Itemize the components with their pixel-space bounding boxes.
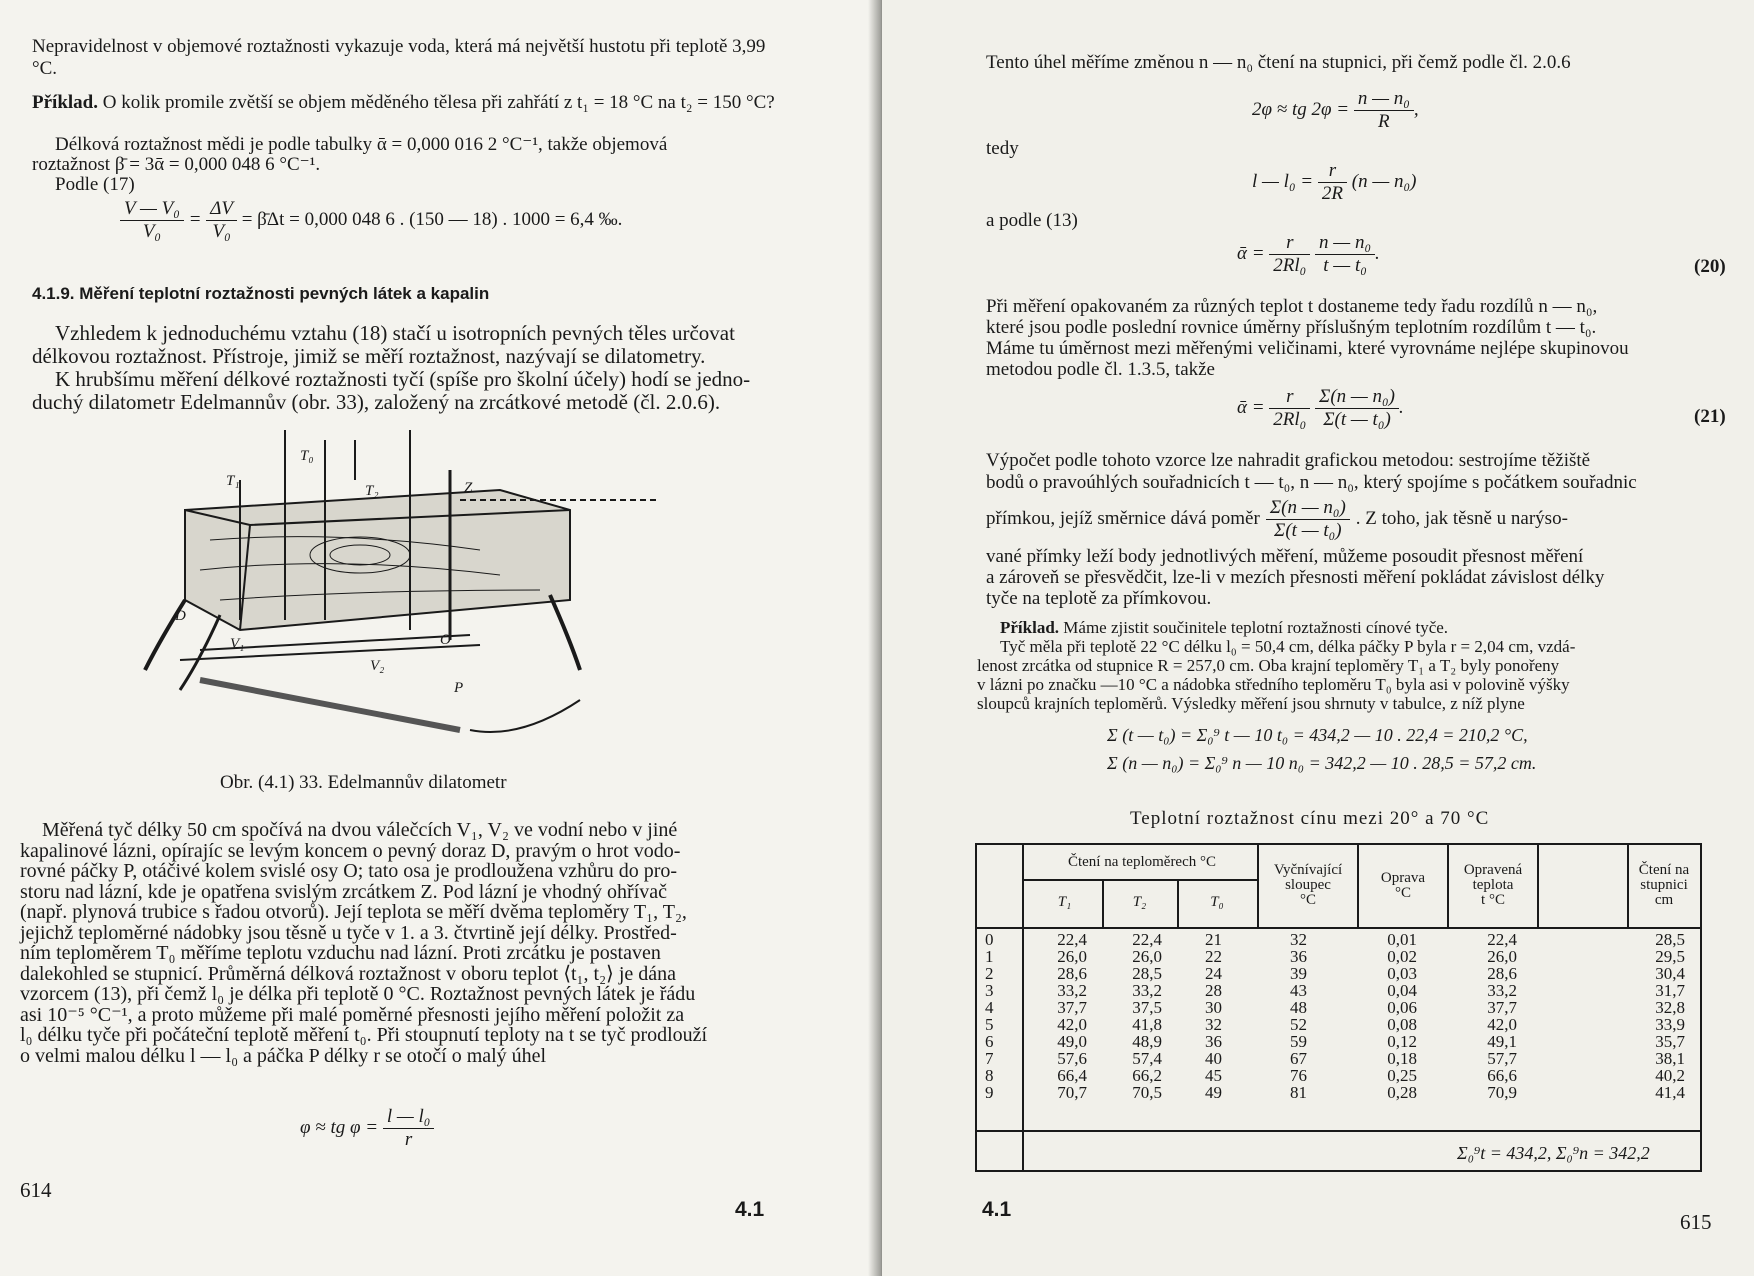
table-cell: 0,12: [1387, 1032, 1417, 1051]
table-cell: 49,1: [1487, 1032, 1517, 1051]
header-emergent-column: Vyčnívající sloupec °C: [1273, 862, 1343, 908]
table-cell: 3: [985, 981, 994, 1000]
table-cell: 0,04: [1387, 981, 1417, 1000]
equation-21-lhs: ᾱ =: [1237, 396, 1265, 418]
p2-line-3-end: . Z toho, jak těsně u narýso-: [1355, 508, 1568, 529]
label-z: Z: [464, 480, 473, 496]
column-t0: [1192, 931, 1222, 1101]
numerator: Σ(n — n₀): [1266, 497, 1350, 520]
label-t1: T₁: [226, 473, 240, 489]
table-cell: 76: [1290, 1066, 1307, 1085]
fraction-r-2Rl0: [1269, 232, 1310, 277]
column-emergent: [1277, 931, 1307, 1101]
numerator: V — V₀: [120, 198, 184, 221]
p3-line: ním teploměrem T₀ měříme teplotu vzduchu nad lázní. Proti zrcátku je postaven: [20, 942, 661, 964]
table-cell: 22: [1205, 947, 1222, 966]
equation-2phi: 2φ ≈ tg 2φ = $\frac{\text{n — n₀}}{R}$ ,: [1252, 88, 1419, 132]
example-line-3: roztažnost β̄ = 3ᾱ = 0,000 048 6 °C⁻¹.: [32, 154, 321, 175]
table-cell: 48,9: [1132, 1032, 1162, 1051]
p2-line-2: délkovou roztažnost. Přístroje, jimiž se měří roztažnost, nazývají se dilatometry.: [32, 344, 706, 368]
table-cell: 70,5: [1132, 1083, 1162, 1102]
section-heading: 4.1.9. Měření teplotní roztažnosti pevných látek a kapalin: [32, 284, 490, 303]
table-cell: 29,5: [1655, 947, 1685, 966]
denominator: Σ(t — t₀): [1274, 519, 1342, 541]
column-t2: [1112, 931, 1162, 1101]
p3-line: storu nad lázní, kde je opatřena svislým zrcátkem Z. Pod lázní je vhodný ohřívač: [20, 880, 668, 903]
equation-rhs: = β̄Δt = 0,000 048 6 . (150 — 18) . 1000 = 6,4 ‰.: [241, 208, 623, 230]
ex-line: Tyč měla při teplotě 22 °C délku l₀ = 50,4 cm, délka páčky P byla r = 2,04 cm, vzdá-: [1000, 637, 1576, 656]
p1-line: metodou podle čl. 1.3.5, takže: [986, 359, 1215, 380]
fraction-r-2Rl0: [1269, 386, 1310, 431]
table-cell: 28,6: [1487, 964, 1517, 983]
header-t0: T₀: [1210, 894, 1224, 910]
label-o: O: [440, 632, 451, 648]
table-cell: 7: [985, 1049, 994, 1068]
table-cell: 57,7: [1487, 1049, 1517, 1068]
sum-equation-t: Σ (t — t₀) = Σ₀⁹ t — 10 t₀ = 434,2 — 10 . 22,4 = 210,2 °C,: [1107, 725, 1528, 745]
header-t2: T₂: [1132, 894, 1147, 910]
p2-line: tyče na teplotě za přímkovou.: [986, 588, 1212, 609]
denominator: Σ(t — t₀): [1323, 409, 1391, 430]
denominator: 2Rl₀: [1273, 409, 1307, 430]
table-cell: 21: [1205, 930, 1222, 949]
p2-line-4: duchý dilatometr Edelmannův (obr. 33), založený na zrcátkové metodě (čl. 2.0.6).: [32, 390, 721, 414]
table-cell: 41,4: [1655, 1083, 1685, 1102]
table-cell: 42,0: [1487, 1015, 1517, 1034]
table-cell: 1: [985, 947, 994, 966]
equation-20-lhs: ᾱ =: [1237, 242, 1265, 264]
numerator: n — n₀: [1315, 232, 1375, 255]
p3-line: asi 10⁻⁵ °C⁻¹, a proto můžeme při malé poměrné přesnosti jejího měření položit za: [20, 1003, 685, 1026]
column-corrected-temp: [1467, 931, 1517, 1101]
example-line-2: Délková roztažnost mědi je podle tabulky ᾱ = 0,000 016 2 °C⁻¹, takže objemová: [55, 134, 668, 155]
equation-21: ᾱ = $\frac{r}{\text{2Rl₀}}$ $\frac{\text{Σ(n — n₀)}}{\text{Σ(t — t₀)}}$ .: [1237, 386, 1404, 430]
table-cell: 59: [1290, 1032, 1307, 1051]
table-title: Teplotní roztažnost cínu mezi 20° a 70 °C: [1130, 808, 1490, 829]
numerator: r: [1318, 160, 1347, 183]
page-number-left: 614: [20, 1178, 52, 1202]
table-cell: 66,2: [1132, 1066, 1162, 1085]
figure-caption: Obr. (4.1) 33. Edelmannův dilatometr: [220, 772, 507, 793]
word-tedy: tedy: [986, 138, 1019, 159]
table-cell: 4: [985, 998, 994, 1017]
numerator: r: [1269, 386, 1310, 409]
table-cell: 30: [1205, 998, 1222, 1017]
chapter-marker-right: 4.1: [982, 1198, 1012, 1221]
equation-20: ᾱ = $\frac{r}{\text{2Rl₀}}$ $\frac{\text{n — n₀}}{\text{t — t₀}}$ .: [1237, 232, 1380, 276]
table-cell: 33,2: [1057, 981, 1087, 1000]
table-cell: 49: [1205, 1083, 1222, 1102]
fraction-sum-n-sum-t: [1315, 386, 1399, 431]
fraction-v-v0: [120, 198, 184, 243]
p2-line-2: bodů o pravoúhlých souřadnicích t — t₀, n — n₀, který spojíme s počátkem souřadnic: [986, 472, 1637, 493]
table-cell: 40,2: [1655, 1066, 1685, 1085]
example-line-4: Podle (17): [55, 174, 135, 195]
table-cell: 6: [985, 1032, 994, 1051]
table-cell: 0,06: [1387, 998, 1417, 1017]
table-cell: 0,18: [1387, 1049, 1417, 1068]
table-cell: 26,0: [1057, 947, 1087, 966]
equation-l-l0: [1252, 160, 1416, 205]
header-t1: T₁: [1057, 894, 1072, 910]
p3-line: Měřená tyč délky 50 cm spočívá na dvou válečcích V₁, V₂ ve vodní nebo v jiné: [42, 819, 678, 841]
p3-line: vzorcem (13), při čemž l₀ je délka při teplotě 0 °C. Roztažnost pevných látek je řádu: [20, 983, 696, 1005]
table-cell: 2: [985, 964, 994, 983]
dilatometer-figure: [140, 430, 670, 755]
table-cell: 37,5: [1132, 998, 1162, 1017]
table-cell: 37,7: [1057, 998, 1087, 1017]
table-cell: 48: [1290, 998, 1307, 1017]
p2-line-3-start: přímkou, jejíž směrnice dává poměr: [986, 508, 1260, 529]
p3-line: kapalinové lázni, opírajíc se levým koncem o pevný doraz D, pravým o hrot vodo-: [20, 839, 681, 862]
label-v1: V₁: [230, 636, 245, 652]
p2-line-1: Výpočet podle tohoto vzorce lze nahradit grafickou metodou: sestrojíme těžiště: [986, 450, 1591, 471]
table-cell: 0,03: [1387, 964, 1417, 983]
table-cell: 28,6: [1057, 964, 1087, 983]
chapter-marker-left: 4.1: [735, 1198, 765, 1221]
table-cell: 41,8: [1132, 1015, 1162, 1034]
fraction-n-t: [1315, 232, 1375, 277]
fraction-l-l0-r: [383, 1106, 435, 1151]
table-cell: 43: [1290, 981, 1307, 1000]
p3-line: dalekohled se stupnicí. Průměrná délková roztažnost v oboru teplot ⟨t₁, t₂⟩ je dána: [20, 962, 677, 985]
table-cell: 28: [1205, 981, 1222, 1000]
p3-line: o velmi malou délku l — l₀ a páčka P délky r se otočí o malý úhel: [20, 1044, 547, 1067]
table-cell: 36: [1205, 1032, 1222, 1051]
p2-line-3: K hrubšímu měření délkové roztažnosti tyčí (spíše pro školní účely) hodí se jedno-: [55, 367, 751, 391]
table-cell: 22,4: [1487, 930, 1517, 949]
numerator: Σ(n — n₀): [1315, 386, 1399, 409]
table-cell: 35,7: [1655, 1032, 1685, 1051]
paragraph-water-density: Nepravidelnost v objemové roztažnosti vykazuje voda, která má největší hustotu při teplotě 3,99 °C.: [32, 36, 766, 79]
table-cell: 67: [1290, 1049, 1307, 1068]
label-p: P: [454, 680, 464, 696]
table-cell: 57,6: [1057, 1049, 1087, 1068]
table-cell: 49,0: [1057, 1032, 1087, 1051]
table-cell: 45: [1205, 1066, 1222, 1085]
table-cell: 70,7: [1057, 1083, 1087, 1102]
table-cell: 32,8: [1655, 998, 1685, 1017]
ex-line: lenost zrcátka od stupnice R = 257,0 cm. Oba krajní teploměry T₁ a T₂ byly ponořeny: [977, 656, 1560, 675]
tin-expansion-table: [975, 843, 1702, 1172]
denominator: R: [1378, 111, 1390, 132]
denominator: V₀: [212, 221, 231, 242]
table-cell: 38,1: [1655, 1049, 1685, 1068]
table-cell: 81: [1290, 1083, 1307, 1102]
header-correction: Oprava °C: [1380, 870, 1426, 901]
denominator: 2R: [1321, 183, 1343, 204]
column-t1: [1037, 931, 1087, 1101]
header-scale-reading: Čtení na stupnici cm: [1638, 862, 1690, 908]
p1-line: Při měření opakovaném za různých teplot t dostaneme tedy řadu rozdílů n — n₀,: [986, 296, 1598, 317]
numerator: r: [1269, 232, 1310, 255]
phrase-a-podle: a podle (13): [986, 210, 1078, 231]
equation-number-20: (20): [1694, 256, 1726, 277]
example-question: [32, 92, 812, 114]
table-cell: 33,2: [1487, 981, 1517, 1000]
table-cell: 52: [1290, 1015, 1307, 1034]
right-line-1: Tento úhel měříme změnou n — n₀ čtení na stupnici, při čemž podle čl. 2.0.6: [986, 52, 1571, 73]
p2-continuation: [986, 546, 1604, 609]
example-details: [977, 637, 1747, 713]
label-t0: T₀: [300, 448, 314, 464]
equation-phi-lhs: φ ≈ tg φ =: [300, 1116, 379, 1138]
label-t2: T₂: [365, 483, 379, 499]
table-cell: 24: [1205, 964, 1222, 983]
example-intro: [1000, 618, 1448, 637]
p3-line: (např. plynová trubice s řadou otvorů). Její teplota se měří dvěma teploměry T₁, T₂,: [20, 901, 687, 923]
equation-l-lhs: l — l₀ =: [1252, 170, 1314, 192]
equation-l-rhs: (n — n₀): [1351, 170, 1417, 192]
table-cell: 39: [1290, 964, 1307, 983]
p1-line: které jsou podle poslední rovnice úměrny příslušným teplotním rozdílům t — t₀.: [986, 317, 1597, 338]
table-cell: 42,0: [1057, 1015, 1087, 1034]
table-cell: 33,2: [1132, 981, 1162, 1000]
denominator: V₀: [142, 221, 162, 242]
numerator: l — l₀: [383, 1106, 435, 1129]
p2-line: a zároveň se přesvědčit, lze-li v mezích přesnosti měření pokládat závislost délky: [986, 567, 1605, 588]
paragraph-apparatus: [20, 820, 790, 1066]
equation-volume-ratio: $\frac{\text{V — V₀}}{\text{V₀}}$ = $\frac{\Delta V}{\text{V₀}}$ = β̄Δt = 0,000 048 6 . (150 — 18) . 1000 = 6,4 ‰.: [120, 198, 622, 243]
table-cell: 32: [1205, 1015, 1222, 1034]
fraction-r-2R: [1318, 160, 1347, 205]
equation-phi: [300, 1106, 434, 1151]
p2-line-1: Vzhledem k jednoduchému vztahu (18) stačí u isotropních pevných těles určovat: [55, 321, 735, 345]
table-cell: 0,01: [1387, 930, 1417, 949]
fraction-dv-v0: [206, 198, 237, 243]
table-cell: 5: [985, 1015, 994, 1034]
table-cell: 33,9: [1655, 1015, 1685, 1034]
table-cell: 0,08: [1387, 1015, 1417, 1034]
p2-line: vané přímky leží body jednotlivých měření, můžeme posoudit přesnost měření: [986, 546, 1584, 567]
equation-2phi-lhs: 2φ ≈ tg 2φ =: [1252, 98, 1350, 120]
table-cell: 26,0: [1487, 947, 1517, 966]
label-d: D: [175, 608, 186, 624]
table-cell: 36: [1290, 947, 1307, 966]
table-cell: 70,9: [1487, 1083, 1517, 1102]
table-cell: 0: [985, 930, 994, 949]
table-cell: 31,7: [1655, 981, 1685, 1000]
example-label: Příklad.: [1000, 618, 1060, 637]
header-thermometer-readings: Čtení na teploměrech °C: [1067, 854, 1217, 870]
sum-equation-n: Σ (n — n₀) = Σ₀⁹ n — 10 n₀ = 342,2 — 10 . 28,5 = 57,2 cm.: [1107, 753, 1537, 773]
table-cell: 30,4: [1655, 964, 1685, 983]
ex-line: v lázni po značku —10 °C a nádobka středního teploměru T₀ byla asi v polovině výšky: [977, 675, 1570, 694]
table-cell: 22,4: [1057, 930, 1087, 949]
denominator: t — t₀: [1323, 255, 1367, 276]
p3-line: l₀ délku tyče při počáteční teplotě měření t₀. Při stoupnutí teploty na t se tyč prodlouží: [20, 1024, 708, 1046]
equation-number-21: (21): [1694, 406, 1726, 427]
fraction-n-n0-R: [1354, 88, 1414, 133]
table-cell: 28,5: [1132, 964, 1162, 983]
label-v2: V₂: [370, 658, 385, 674]
table-cell: 32: [1290, 930, 1307, 949]
example-label: Příklad.: [32, 92, 98, 113]
header-corrected-temp: Opravená teplota t °C: [1463, 862, 1523, 908]
table-cell: 0,25: [1387, 1066, 1417, 1085]
numerator: ΔV: [206, 198, 237, 221]
p3-line: jejichž teploměrné nádobky jsou těsně u tyče v 1. a 3. čtvrtině její délky. Prostřed-: [20, 921, 677, 944]
table-cell: 26,0: [1132, 947, 1162, 966]
example-intro-text: Máme zjistit součinitele teplotní roztažnosti cínové tyče.: [1063, 618, 1449, 637]
table-cell: 0,28: [1387, 1083, 1417, 1102]
denominator: r: [404, 1129, 413, 1150]
table-cell: 37,7: [1487, 998, 1517, 1017]
table-cell: 9: [985, 1083, 994, 1102]
paragraph-repeated-measurement: [986, 296, 1746, 380]
denominator: 2Rl₀: [1273, 255, 1307, 276]
column-index: [985, 931, 1005, 1101]
column-scale-reading: [1637, 931, 1685, 1101]
example-question-text: O kolik promile zvětší se objem měděného tělesa při zahřátí z t₁ = 18 °C na t₂ = 150 °C?: [102, 92, 775, 113]
column-correction: [1372, 931, 1417, 1101]
ex-line: sloupců krajních teploměrů. Výsledky měření jsou shrnuty v tabulce, z níž plyne: [977, 694, 1525, 713]
table-cell: 66,6: [1487, 1066, 1517, 1085]
fraction-ratio: [1266, 497, 1350, 542]
page-number-right: 615: [1680, 1210, 1712, 1234]
table-cell: 66,4: [1057, 1066, 1087, 1085]
p1-line: Máme tu úměrnost mezi měřenými veličinami, které vyrovnáme nejlépe skupinovou: [986, 338, 1629, 359]
table-cell: 57,4: [1132, 1049, 1162, 1068]
table-cell: 28,5: [1655, 930, 1685, 949]
table-cell: 0,02: [1387, 947, 1417, 966]
numerator: n — n₀: [1354, 88, 1414, 111]
table-sum-footer: Σ₀⁹t = 434,2, Σ₀⁹n = 342,2: [1457, 1143, 1650, 1163]
p3-line: rovné páčky P, otáčivé kolem svislé osy O; tato osa je prodloužena vzhůru do pro-: [20, 860, 678, 882]
table-cell: 40: [1205, 1049, 1222, 1068]
p2-line-3: [986, 494, 1568, 544]
table-cell: 8: [985, 1066, 994, 1085]
table-cell: 22,4: [1132, 930, 1162, 949]
